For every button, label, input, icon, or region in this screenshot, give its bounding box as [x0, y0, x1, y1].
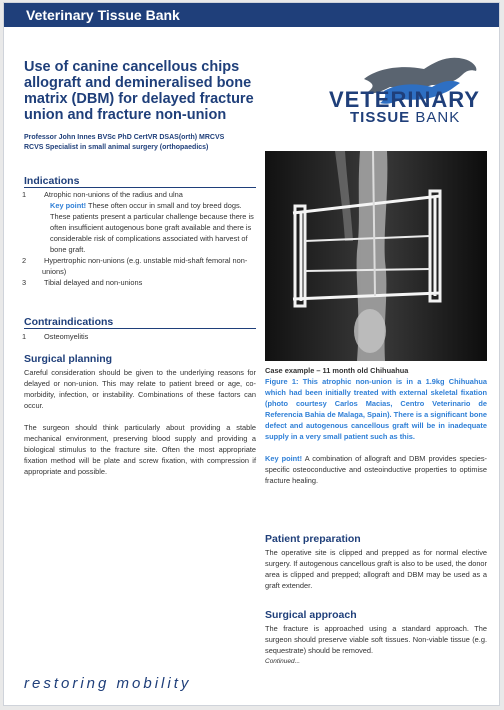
logo-text-veterinary: VETERINARY	[329, 87, 480, 112]
header-bar	[4, 3, 499, 27]
surgical-planning-para-2: The surgeon should think particularly about providing a stable mechanical environment, preserving blood supply and providing a biological stimulus to the fracture site. Often the most appropriate fixation method will be plate and screw fixation, with compression if appropriate and possible.	[24, 423, 256, 476]
key-point-label: Key point!	[265, 454, 303, 463]
surgical-approach-body	[265, 623, 487, 667]
contraindication-item-text: Osteomyelitis	[44, 332, 89, 341]
surgical-planning-para-1: Careful consideration should be given to the underlying reasons for delayed or non-union. This may relate to patient breed or age, co-morbidity, infection, or instability. Combinations of these factors can occur.	[24, 368, 256, 410]
patient-preparation-body: The operative site is clipped and prepped as for normal elective surgery. If autogenous cancellous graft is also to be used, the donor area is clipped and prepped; allograft and DBM may be used as a graft extender.	[265, 548, 487, 590]
item-number: 3	[22, 278, 27, 287]
surgical-planning-body	[24, 367, 256, 477]
indications-list	[24, 189, 256, 288]
contraindication-item-1	[24, 331, 256, 342]
logo-text-tissue-bank	[350, 109, 460, 126]
indication-item-2	[24, 255, 256, 277]
document-page	[3, 2, 500, 706]
indication-item-3	[24, 277, 256, 288]
surgical-planning-heading: Surgical planning	[24, 353, 113, 365]
case-key-point	[265, 453, 487, 486]
logo-text-bank: BANK	[410, 109, 461, 126]
item-number: 1	[22, 190, 27, 199]
footer-tagline: restoring mobility	[24, 675, 192, 692]
indications-heading: Indications	[24, 175, 256, 188]
logo-text-tissue: TISSUE	[350, 109, 411, 126]
surgical-approach-text: The fracture is approached using a standard approach. The surgeon should preserve viable soft tissues. Non-viable tissue (e.g. sequestrate) should be removed.	[265, 624, 487, 655]
author-block	[24, 133, 284, 153]
key-point-text: A combination of allograft and DBM provides species-specific osteoconductive and osteoinductive properties to optimise fracture healing.	[265, 454, 487, 485]
key-point-text: These often occur in small and toy breed dogs. These patients present a particular challenge because there is often insufficient autogenous bone graft available and there is considerable risk of complications associated with harvest of bone graft.	[50, 201, 254, 254]
continued-label: Continued...	[265, 658, 301, 665]
key-point-label: Key point!	[50, 201, 87, 210]
author-line-2: RCVS Specialist in small animal surgery (orthopaedics)	[24, 144, 209, 151]
article-title: Use of canine cancellous chips allograft and demineralised bone matrix (DBM) for delayed fracture union and fracture non-union	[24, 59, 254, 123]
indication-item-1	[24, 189, 256, 200]
indication-item-text: Hypertrophic non-unions (e.g. unstable mid-shaft femoral non-unions)	[42, 256, 248, 276]
contraindications-heading: Contraindications	[24, 316, 256, 329]
author-line-1: Professor John Innes BVSc PhD CertVR DSAS(orth) MRCVS	[24, 134, 225, 141]
case-section	[265, 365, 487, 486]
header-title: Veterinary Tissue Bank	[26, 7, 180, 23]
indication-key-point	[24, 200, 256, 255]
item-number: 2	[22, 256, 27, 265]
contraindications-list	[24, 331, 256, 342]
case-title: Case example – 11 month old Chihuahua	[265, 366, 409, 375]
surgical-approach-heading: Surgical approach	[265, 609, 357, 621]
indication-item-text: Atrophic non-unions of the radius and ulna	[44, 190, 183, 199]
xray-image	[265, 151, 487, 361]
indication-item-text: Tibial delayed and non-unions	[44, 278, 143, 287]
item-number: 1	[22, 332, 27, 341]
figure-caption: Figure 1: This atrophic non-union is in a 1.9kg Chihuahua which had been initially treated with external skeletal fixation (photo courtesy Carlos Macias, Centro Veterinario de Referencia Bahia de Malaga, Spain). There is a significant bone defect and autogenous cancellous graft will be in inadequate supply in a very small patient such as this.	[265, 377, 487, 441]
patient-preparation-heading: Patient preparation	[265, 533, 361, 545]
